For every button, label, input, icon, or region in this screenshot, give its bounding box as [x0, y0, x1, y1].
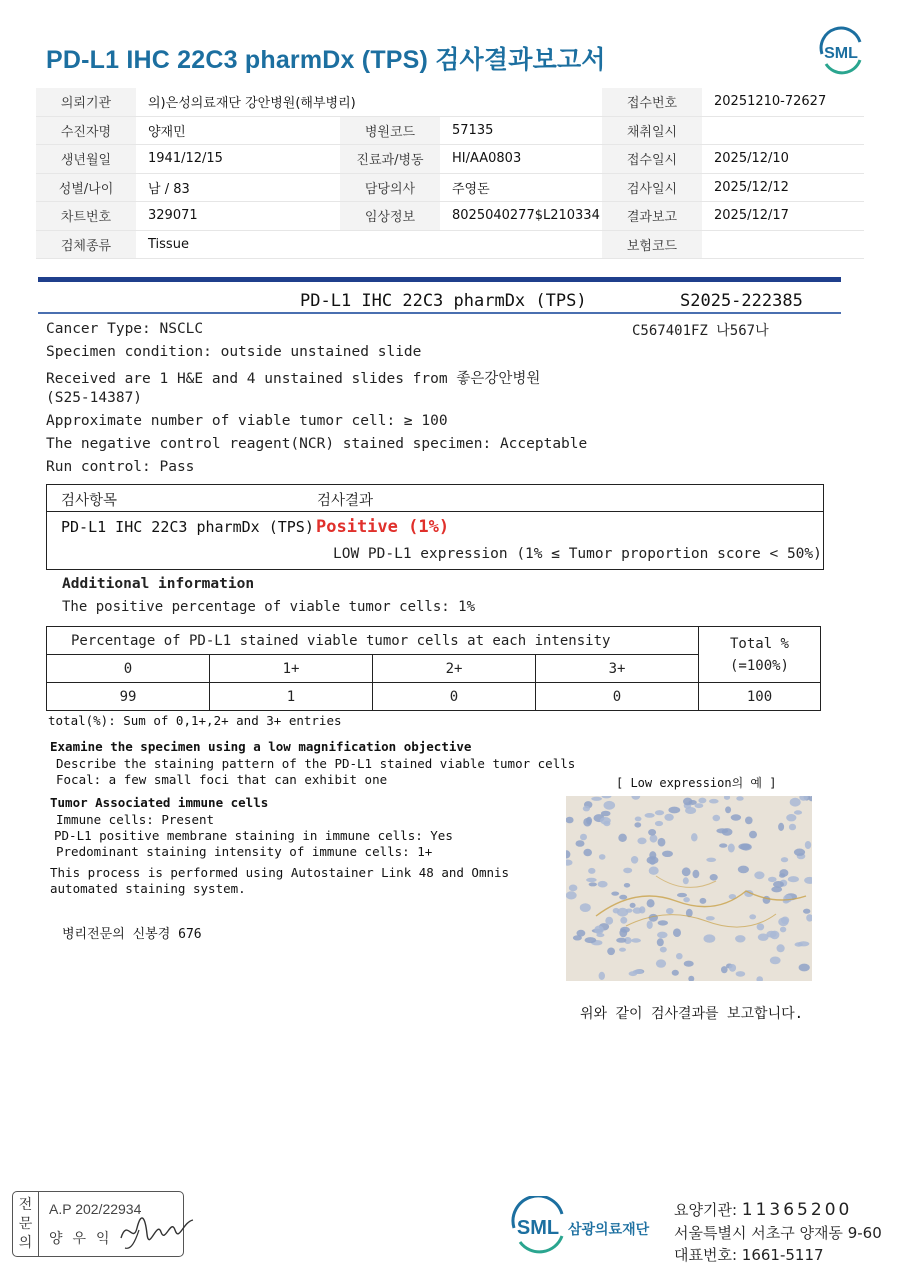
nucleus	[619, 948, 626, 952]
nucleus	[583, 849, 592, 856]
nucleus	[736, 971, 746, 977]
nucleus	[749, 914, 756, 919]
report-id: S2025-222385	[680, 291, 803, 311]
nucleus	[656, 959, 666, 967]
nucleus	[736, 796, 743, 801]
nucleus	[757, 923, 765, 930]
nucleus	[604, 801, 616, 810]
nucleus	[647, 899, 655, 907]
process-line: This process is performed using Autostainer Link 48 and Omnis	[50, 865, 510, 880]
nucleus	[647, 921, 653, 929]
nucleus	[649, 914, 658, 922]
sex-age-label: 성별/나이	[36, 174, 136, 202]
intensity-header: Percentage of PD-L1 stained viable tumor cells at each intensity	[47, 627, 699, 655]
pathologist: 병리전문의 신봉경 676	[62, 927, 202, 942]
report-line: The negative control reagent(NCR) stained specimen: Acceptable	[46, 436, 588, 452]
nucleus	[605, 917, 613, 925]
stamp-char: 의	[18, 1234, 33, 1251]
total-header-1: Total %	[729, 635, 789, 652]
nucleus	[738, 866, 749, 874]
patient-info-table	[36, 88, 864, 259]
result-note: LOW PD-L1 expression (1% ≤ Tumor proportion score < 50%)	[333, 546, 822, 562]
institution-label: 의뢰기관	[36, 88, 136, 116]
doctor-label: 담당의사	[340, 174, 440, 202]
nucleus	[580, 834, 587, 841]
nucleus	[583, 806, 590, 812]
nucleus	[576, 840, 585, 847]
nucleus	[728, 844, 735, 853]
patient-label: 수진자명	[36, 117, 136, 145]
nucleus	[569, 885, 578, 892]
nucleus	[676, 953, 683, 959]
nucleus	[706, 858, 716, 862]
nucleus	[630, 903, 636, 908]
report-line: Run control: Pass	[46, 459, 195, 475]
nucleus	[780, 927, 786, 933]
section-divider	[38, 277, 841, 282]
nucleus	[650, 835, 658, 843]
title-underline	[38, 312, 841, 314]
nucleus	[729, 964, 736, 972]
nucleus	[673, 928, 681, 937]
nucleus	[683, 798, 692, 806]
nucleus	[788, 876, 799, 882]
nucleus	[589, 882, 597, 886]
intensity-value: 0	[536, 683, 699, 711]
nucleus	[677, 893, 687, 897]
info-row	[36, 202, 864, 231]
nucleus	[599, 972, 605, 980]
additional-text: The positive percentage of viable tumor cells: 1%	[62, 599, 476, 615]
nucleus	[781, 857, 788, 862]
intensity-col: 3+	[536, 655, 699, 683]
nucleus	[691, 833, 698, 841]
report-code: C567401FZ 나567나	[632, 323, 769, 339]
nucleus	[596, 933, 604, 937]
stamp-ap: A.P 202/22934	[49, 1201, 142, 1217]
nucleus	[620, 927, 630, 933]
nucleus	[770, 957, 781, 965]
nucleus	[693, 870, 700, 878]
nucleus	[777, 944, 785, 952]
nucleus	[786, 814, 796, 821]
nucleus	[738, 843, 750, 849]
info-row	[36, 117, 864, 146]
nucleus	[566, 891, 577, 899]
report-date-label: 결과보고	[602, 202, 702, 230]
chart-no-value: 329071	[148, 208, 198, 224]
code-value: 11365200	[741, 1200, 853, 1220]
nucleus	[682, 867, 691, 876]
pathologist-stamp	[12, 1191, 184, 1257]
doctor-value: 주영돈	[452, 181, 490, 197]
nucleus	[719, 843, 727, 847]
intensity-col: 0	[47, 655, 210, 683]
info-row	[36, 174, 864, 203]
nucleus	[573, 935, 582, 940]
nucleus	[749, 831, 757, 839]
test-date-value: 2025/12/12	[714, 179, 789, 195]
nucleus	[768, 877, 777, 882]
nucleus	[598, 881, 608, 888]
total-header-cell	[699, 627, 821, 683]
report-line: Cancer Type: NSCLC	[46, 321, 204, 337]
nucleus	[657, 932, 668, 939]
nucleus	[618, 834, 627, 842]
report-line: Received are 1 H&E and 4 unstained slides from 좋은강안병원	[46, 371, 541, 387]
total-note: total(%): Sum of 0,1+,2+ and 3+ entries	[48, 713, 342, 728]
report-line: Specimen condition: outside unstained slide	[46, 344, 422, 360]
nucleus	[620, 917, 627, 924]
table-row	[47, 627, 821, 655]
nucleus	[799, 964, 810, 972]
nucleus	[600, 817, 611, 824]
immune-line: Predominant staining intensity of immune cells: 1+	[56, 844, 433, 859]
process-line: automated staining system.	[50, 881, 246, 896]
nucleus	[649, 867, 659, 875]
nucleus	[805, 841, 811, 849]
stamp-char: 전	[18, 1196, 33, 1213]
nucleus	[798, 941, 810, 946]
nucleus	[709, 799, 719, 804]
nucleus	[586, 878, 597, 882]
code-label: 요양기관:	[674, 1201, 738, 1219]
intensity-col: 1+	[210, 655, 373, 683]
result-item: PD-L1 IHC 22C3 pharmDx (TPS)	[61, 518, 314, 536]
nucleus	[794, 849, 805, 856]
immune-line: PD-L1 positive membrane staining in immune cells: Yes	[54, 828, 453, 843]
insurance-value	[702, 231, 864, 259]
clinical-label: 임상정보	[340, 202, 440, 230]
nucleus	[778, 823, 784, 831]
table-row	[47, 683, 821, 711]
chart-no-label: 차트번호	[36, 202, 136, 230]
nucleus	[623, 868, 632, 874]
nucleus	[758, 934, 769, 941]
report-line: Approximate number of viable tumor cell: ≥ 100	[46, 413, 448, 429]
nucleus	[655, 821, 663, 826]
nucleus	[725, 806, 731, 813]
examine-line: Describe the staining pattern of the PD-L1 stained viable tumor cells	[56, 756, 576, 771]
dob-label: 생년월일	[36, 145, 136, 173]
stamp-char: 문	[18, 1215, 33, 1232]
nucleus	[631, 856, 638, 864]
info-row	[36, 88, 864, 117]
nucleus	[672, 970, 679, 976]
nucleus	[591, 797, 602, 801]
test-date-label: 검사일시	[602, 174, 702, 202]
nucleus	[657, 938, 664, 946]
nucleus	[683, 897, 690, 902]
nucleus	[664, 814, 673, 821]
result-box	[46, 484, 824, 570]
nucleus	[613, 908, 620, 914]
nucleus	[666, 908, 674, 914]
nucleus	[735, 935, 745, 942]
nucleus	[619, 895, 627, 900]
nucleus	[655, 810, 664, 815]
nucleus	[773, 881, 784, 888]
image-caption: [ Low expression의 예 ]	[616, 776, 777, 790]
footer-logo	[510, 1196, 670, 1256]
nucleus	[790, 798, 801, 807]
nucleus	[611, 892, 619, 896]
nucleus	[789, 824, 796, 831]
institution-value: 의)은성의료재단 강안병원(해부병리)	[148, 96, 356, 112]
org-name: 삼광의료재단	[568, 1222, 650, 1238]
total-header-2: (=100%)	[729, 657, 789, 674]
collection-date-value	[702, 117, 864, 145]
result-header-item: 검사항목	[61, 493, 118, 509]
collection-date-label: 채취일시	[602, 117, 702, 145]
dept-value: HI/AA0803	[452, 151, 522, 167]
insurance-label: 보험코드	[602, 231, 702, 259]
micrograph-image	[566, 796, 812, 981]
info-row	[36, 231, 864, 260]
nucleus	[684, 961, 694, 967]
nucleus	[721, 966, 728, 973]
nucleus	[637, 838, 646, 845]
nucleus	[794, 810, 802, 814]
nucleus	[624, 883, 630, 888]
nucleus	[634, 822, 641, 827]
nucleus	[713, 815, 721, 821]
dob-value: 1941/12/15	[148, 151, 223, 167]
nucleus	[683, 877, 689, 884]
stamp-name: 양우익	[49, 1231, 120, 1247]
closing-statement: 위와 같이 검사결과를 보고합니다.	[580, 1006, 804, 1022]
nucleus	[706, 916, 715, 920]
address: 서울특별시 서초구 양재동 9-60	[674, 1224, 882, 1242]
clinical-value: 8025040277$L210334	[452, 208, 600, 224]
intensity-table	[46, 626, 821, 711]
nucleus	[633, 907, 642, 913]
intensity-value: 1	[210, 683, 373, 711]
nucleus	[778, 918, 788, 927]
nucleus	[599, 854, 606, 860]
sml-logo-icon	[816, 26, 866, 76]
phone: 대표번호: 1661-5117	[674, 1246, 824, 1264]
sex-age-value: 남 / 83	[148, 181, 190, 197]
result-value: Positive (1%)	[316, 517, 450, 537]
nucleus	[704, 934, 716, 942]
nucleus	[647, 856, 659, 864]
nucleus	[716, 828, 728, 833]
dept-label: 진료과/병동	[340, 145, 440, 173]
nucleus	[658, 920, 668, 925]
receipt-no-label: 접수번호	[602, 88, 702, 116]
nucleus	[588, 868, 595, 874]
info-row	[36, 145, 864, 174]
nucleus	[635, 817, 642, 822]
institution-code	[674, 1199, 852, 1220]
nucleus	[803, 909, 810, 914]
examine-title: Examine the specimen using a low magnification objective	[50, 739, 472, 754]
intensity-total: 100	[699, 683, 821, 711]
nucleus	[629, 971, 638, 976]
nucleus	[648, 829, 656, 836]
immune-title: Tumor Associated immune cells	[50, 795, 269, 810]
nucleus	[586, 817, 592, 825]
nucleus	[779, 873, 785, 878]
stamp-vertical-label	[13, 1192, 39, 1256]
additional-title: Additional information	[62, 576, 255, 592]
patient-value: 양재민	[148, 124, 186, 140]
nucleus	[580, 903, 591, 912]
hospital-code-label: 병원코드	[340, 117, 440, 145]
immune-line: Immune cells: Present	[56, 812, 215, 827]
report-test-title: PD-L1 IHC 22C3 pharmDx (TPS)	[300, 291, 587, 311]
footer-logo-text: SML	[516, 1217, 560, 1239]
nucleus	[658, 838, 666, 847]
report-date-value: 2025/12/17	[714, 208, 789, 224]
intensity-col: 2+	[373, 655, 536, 683]
report-line: (S25-14387)	[46, 390, 143, 406]
intensity-value: 0	[373, 683, 536, 711]
receipt-date-label: 접수일시	[602, 145, 702, 173]
nucleus	[594, 926, 604, 935]
sml-logo-text: SML	[824, 45, 858, 62]
nucleus	[668, 807, 680, 814]
page-title: PD-L1 IHC 22C3 pharmDx (TPS) 검사결과보고서	[46, 46, 606, 74]
intensity-value: 99	[47, 683, 210, 711]
nucleus	[662, 851, 673, 857]
examine-line: Focal: a few small foci that can exhibit one	[56, 772, 388, 787]
nucleus	[695, 803, 704, 808]
nucleus	[745, 817, 753, 825]
nucleus	[645, 813, 655, 818]
nucleus	[754, 871, 764, 879]
nucleus	[783, 895, 792, 903]
nucleus	[616, 938, 626, 943]
nucleus	[607, 948, 615, 956]
receipt-no-value: 20251210-72627	[714, 94, 827, 110]
nucleus	[585, 937, 597, 943]
nucleus	[710, 874, 718, 881]
nucleus	[700, 898, 707, 904]
nucleus	[731, 814, 741, 820]
result-header-result: 검사결과	[317, 493, 374, 509]
signature-icon	[117, 1208, 197, 1252]
specimen-value: Tissue	[148, 236, 189, 252]
hospital-code-value: 57135	[452, 122, 494, 138]
nucleus	[660, 947, 667, 953]
result-divider	[47, 511, 823, 512]
nucleus	[698, 798, 706, 804]
specimen-label: 검체종류	[36, 231, 136, 259]
receipt-date-value: 2025/12/10	[714, 151, 789, 167]
nucleus	[626, 909, 633, 913]
nucleus	[631, 938, 641, 942]
